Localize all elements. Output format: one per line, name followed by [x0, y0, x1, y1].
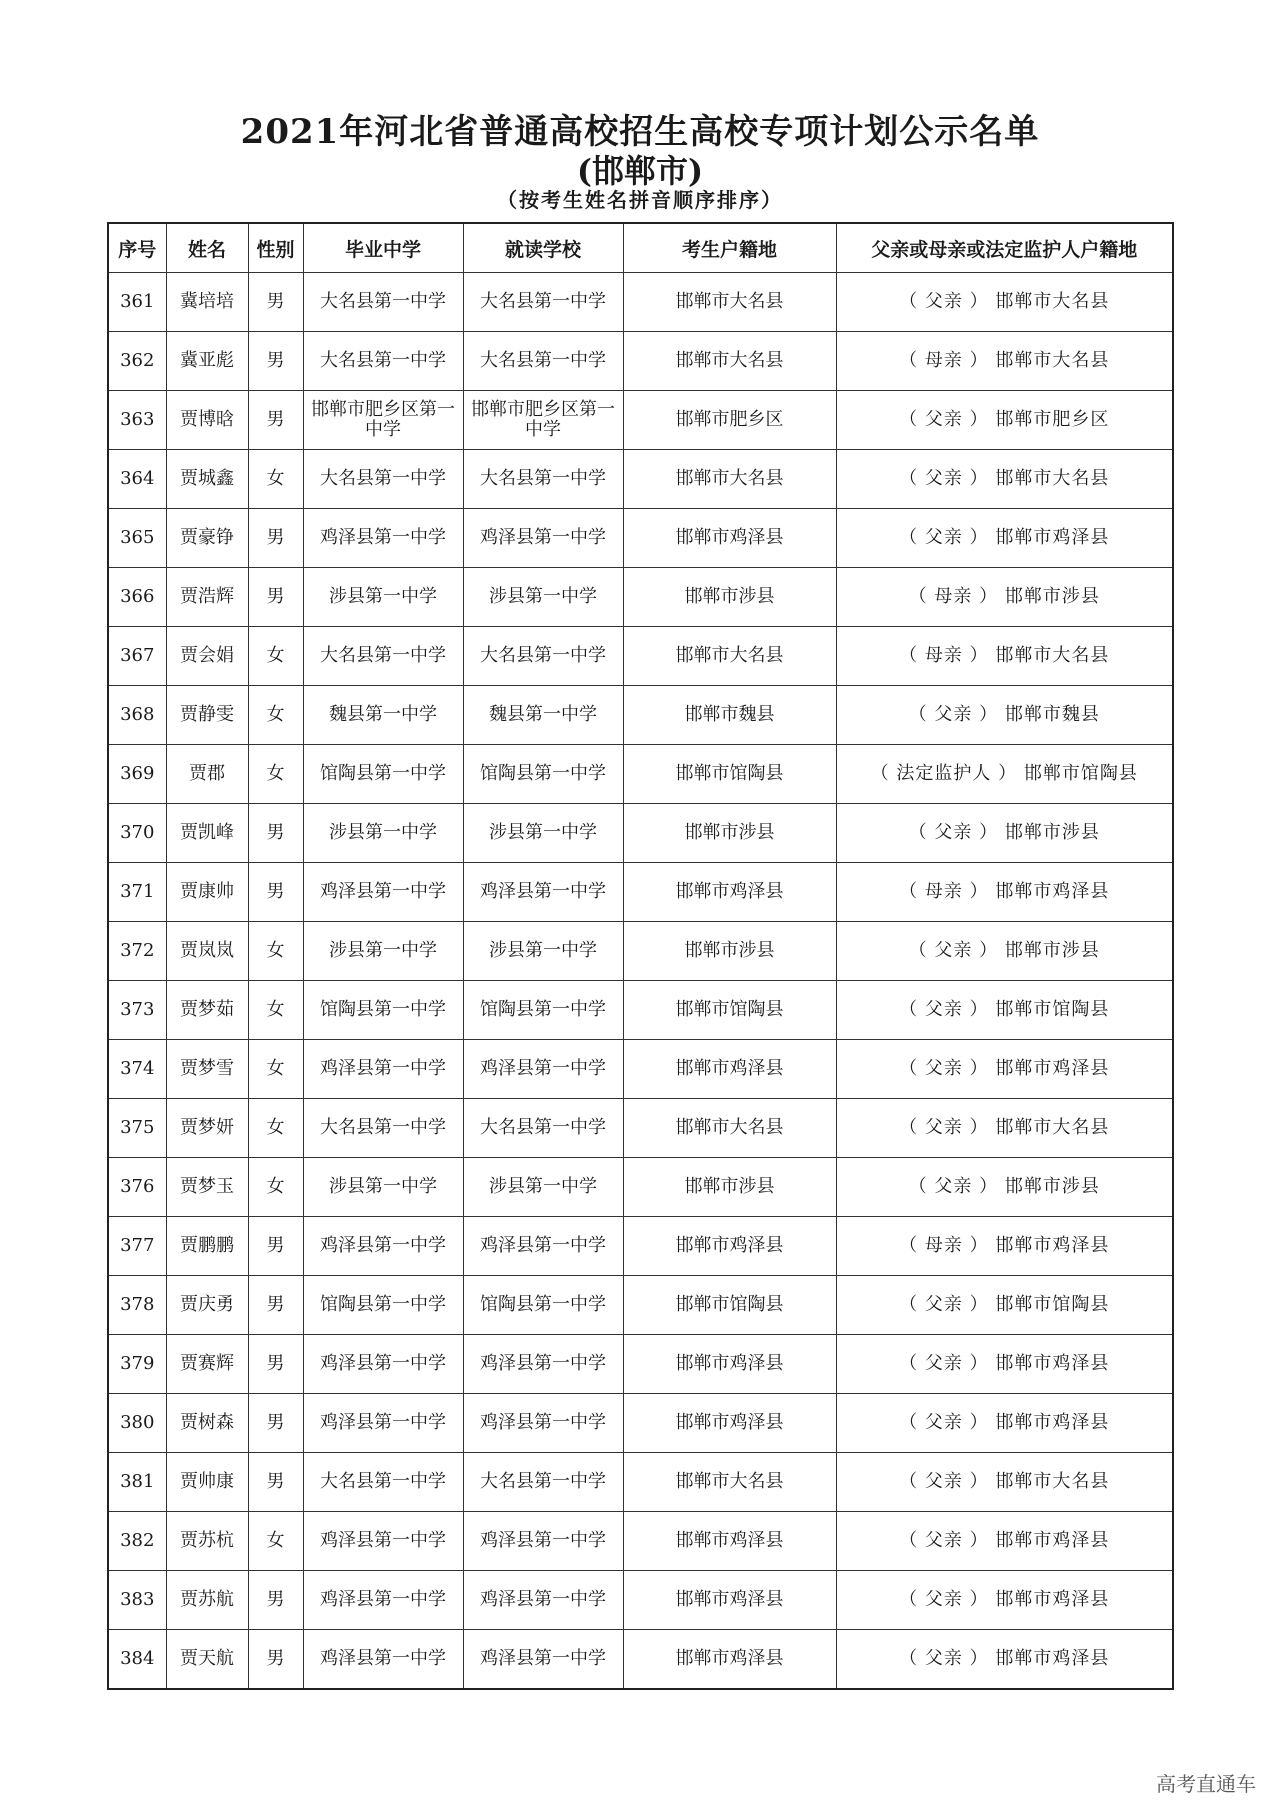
cell-gender: 女 — [248, 981, 303, 1040]
cell-index: 368 — [108, 686, 166, 745]
cell-name: 贾城鑫 — [166, 450, 248, 509]
document-subtitle: (邯郸市) — [576, 152, 704, 190]
table-row — [108, 1630, 1173, 1690]
cell-name: 贾博晗 — [166, 391, 248, 450]
cell-current-school: 大名县第一中学 — [463, 273, 623, 332]
table-row — [108, 568, 1173, 627]
cell-current-school: 鸡泽县第一中学 — [463, 1512, 623, 1571]
cell-guardian-hukou: （ 法定监护人 ） 邯郸市馆陶县 — [836, 745, 1173, 804]
cell-index: 375 — [108, 1099, 166, 1158]
cell-name: 贾梦雪 — [166, 1040, 248, 1099]
cell-index: 367 — [108, 627, 166, 686]
cell-student-hukou: 邯郸市涉县 — [623, 568, 836, 627]
cell-student-hukou: 邯郸市大名县 — [623, 627, 836, 686]
table-row — [108, 627, 1173, 686]
cell-gender: 男 — [248, 391, 303, 450]
cell-current-school: 鸡泽县第一中学 — [463, 1630, 623, 1690]
table-row — [108, 1099, 1173, 1158]
cell-guardian-hukou: （ 父亲 ） 邯郸市鸡泽县 — [836, 1630, 1173, 1690]
cell-index: 366 — [108, 568, 166, 627]
table-row — [108, 273, 1173, 332]
cell-index: 363 — [108, 391, 166, 450]
cell-index: 374 — [108, 1040, 166, 1099]
cell-student-hukou: 邯郸市馆陶县 — [623, 1276, 836, 1335]
cell-name: 贾梦茹 — [166, 981, 248, 1040]
cell-current-school: 大名县第一中学 — [463, 1099, 623, 1158]
cell-index: 365 — [108, 509, 166, 568]
col-header-student-hukou: 考生户籍地 — [623, 223, 836, 273]
cell-index: 361 — [108, 273, 166, 332]
cell-gender: 女 — [248, 745, 303, 804]
cell-graduated-school: 邯郸市肥乡区第一中学 — [303, 391, 463, 450]
cell-student-hukou: 邯郸市鸡泽县 — [623, 863, 836, 922]
cell-graduated-school: 馆陶县第一中学 — [303, 745, 463, 804]
cell-student-hukou: 邯郸市肥乡区 — [623, 391, 836, 450]
cell-gender: 女 — [248, 1099, 303, 1158]
cell-graduated-school: 涉县第一中学 — [303, 568, 463, 627]
cell-current-school: 鸡泽县第一中学 — [463, 1217, 623, 1276]
table-row — [108, 1040, 1173, 1099]
cell-index: 372 — [108, 922, 166, 981]
cell-guardian-hukou: （ 父亲 ） 邯郸市魏县 — [836, 686, 1173, 745]
cell-gender: 男 — [248, 863, 303, 922]
col-header-graduated-school: 毕业中学 — [303, 223, 463, 273]
table-row — [108, 1512, 1173, 1571]
cell-guardian-hukou: （ 父亲 ） 邯郸市涉县 — [836, 804, 1173, 863]
cell-current-school: 鸡泽县第一中学 — [463, 1571, 623, 1630]
cell-graduated-school: 大名县第一中学 — [303, 1453, 463, 1512]
col-header-gender: 性别 — [248, 223, 303, 273]
table-row — [108, 1335, 1173, 1394]
cell-gender: 男 — [248, 804, 303, 863]
table-row — [108, 1158, 1173, 1217]
cell-student-hukou: 邯郸市涉县 — [623, 1158, 836, 1217]
cell-guardian-hukou: （ 父亲 ） 邯郸市涉县 — [836, 1158, 1173, 1217]
cell-guardian-hukou: （ 母亲 ） 邯郸市鸡泽县 — [836, 863, 1173, 922]
cell-index: 378 — [108, 1276, 166, 1335]
table-row — [108, 922, 1173, 981]
cell-current-school: 魏县第一中学 — [463, 686, 623, 745]
cell-name: 冀亚彪 — [166, 332, 248, 391]
cell-name: 贾赛辉 — [166, 1335, 248, 1394]
cell-student-hukou: 邯郸市鸡泽县 — [623, 509, 836, 568]
cell-graduated-school: 涉县第一中学 — [303, 804, 463, 863]
sort-note: （按考生姓名拼音顺序排序） — [497, 188, 783, 212]
cell-name: 冀培培 — [166, 273, 248, 332]
cell-student-hukou: 邯郸市鸡泽县 — [623, 1512, 836, 1571]
cell-student-hukou: 邯郸市馆陶县 — [623, 745, 836, 804]
cell-current-school: 涉县第一中学 — [463, 922, 623, 981]
cell-student-hukou: 邯郸市涉县 — [623, 922, 836, 981]
cell-index: 379 — [108, 1335, 166, 1394]
cell-gender: 男 — [248, 1630, 303, 1690]
cell-student-hukou: 邯郸市鸡泽县 — [623, 1571, 836, 1630]
cell-guardian-hukou: （ 母亲 ） 邯郸市涉县 — [836, 568, 1173, 627]
cell-graduated-school: 鸡泽县第一中学 — [303, 509, 463, 568]
cell-graduated-school: 鸡泽县第一中学 — [303, 1335, 463, 1394]
cell-gender: 男 — [248, 1571, 303, 1630]
cell-current-school: 馆陶县第一中学 — [463, 745, 623, 804]
cell-index: 370 — [108, 804, 166, 863]
cell-guardian-hukou: （ 父亲 ） 邯郸市鸡泽县 — [836, 1512, 1173, 1571]
cell-current-school: 涉县第一中学 — [463, 1158, 623, 1217]
table-row — [108, 863, 1173, 922]
document-title: 2021年河北省普通高校招生高校专项计划公示名单 — [240, 112, 1040, 152]
cell-current-school: 鸡泽县第一中学 — [463, 1040, 623, 1099]
table-row — [108, 686, 1173, 745]
cell-graduated-school: 鸡泽县第一中学 — [303, 1571, 463, 1630]
table-row — [108, 509, 1173, 568]
col-header-current-school: 就读学校 — [463, 223, 623, 273]
cell-guardian-hukou: （ 父亲 ） 邯郸市馆陶县 — [836, 981, 1173, 1040]
cell-name: 贾浩辉 — [166, 568, 248, 627]
cell-index: 369 — [108, 745, 166, 804]
cell-student-hukou: 邯郸市大名县 — [623, 1453, 836, 1512]
cell-name: 贾会娟 — [166, 627, 248, 686]
table-row — [108, 1571, 1173, 1630]
cell-student-hukou: 邯郸市馆陶县 — [623, 981, 836, 1040]
cell-gender: 男 — [248, 1394, 303, 1453]
cell-name: 贾帅康 — [166, 1453, 248, 1512]
cell-graduated-school: 大名县第一中学 — [303, 1099, 463, 1158]
cell-name: 贾梦玉 — [166, 1158, 248, 1217]
cell-graduated-school: 馆陶县第一中学 — [303, 981, 463, 1040]
cell-graduated-school: 鸡泽县第一中学 — [303, 863, 463, 922]
cell-name: 贾静雯 — [166, 686, 248, 745]
cell-student-hukou: 邯郸市鸡泽县 — [623, 1394, 836, 1453]
cell-gender: 女 — [248, 922, 303, 981]
cell-gender: 男 — [248, 273, 303, 332]
cell-index: 383 — [108, 1571, 166, 1630]
cell-graduated-school: 大名县第一中学 — [303, 273, 463, 332]
cell-guardian-hukou: （ 父亲 ） 邯郸市鸡泽县 — [836, 1335, 1173, 1394]
cell-graduated-school: 鸡泽县第一中学 — [303, 1512, 463, 1571]
cell-index: 382 — [108, 1512, 166, 1571]
cell-student-hukou: 邯郸市大名县 — [623, 450, 836, 509]
cell-gender: 女 — [248, 1158, 303, 1217]
col-header-name: 姓名 — [166, 223, 248, 273]
cell-graduated-school: 鸡泽县第一中学 — [303, 1394, 463, 1453]
cell-gender: 女 — [248, 1040, 303, 1099]
table-row — [108, 332, 1173, 391]
cell-graduated-school: 大名县第一中学 — [303, 450, 463, 509]
cell-name: 贾凯峰 — [166, 804, 248, 863]
cell-gender: 女 — [248, 450, 303, 509]
cell-gender: 女 — [248, 627, 303, 686]
cell-current-school: 鸡泽县第一中学 — [463, 1335, 623, 1394]
cell-student-hukou: 邯郸市鸡泽县 — [623, 1217, 836, 1276]
cell-graduated-school: 涉县第一中学 — [303, 1158, 463, 1217]
cell-name: 贾康帅 — [166, 863, 248, 922]
cell-name: 贾豪铮 — [166, 509, 248, 568]
cell-index: 377 — [108, 1217, 166, 1276]
cell-guardian-hukou: （ 父亲 ） 邯郸市鸡泽县 — [836, 1394, 1173, 1453]
cell-current-school: 鸡泽县第一中学 — [463, 863, 623, 922]
cell-guardian-hukou: （ 父亲 ） 邯郸市大名县 — [836, 1453, 1173, 1512]
table-row — [108, 745, 1173, 804]
col-header-guardian-hukou: 父亲或母亲或法定监护人户籍地 — [836, 223, 1173, 273]
cell-current-school: 鸡泽县第一中学 — [463, 509, 623, 568]
cell-student-hukou: 邯郸市大名县 — [623, 332, 836, 391]
table-row — [108, 1217, 1173, 1276]
cell-index: 373 — [108, 981, 166, 1040]
cell-guardian-hukou: （ 母亲 ） 邯郸市大名县 — [836, 627, 1173, 686]
watermark: 高考直通车 — [1156, 1772, 1256, 1796]
table-row — [108, 804, 1173, 863]
cell-current-school: 大名县第一中学 — [463, 1453, 623, 1512]
cell-guardian-hukou: （ 父亲 ） 邯郸市鸡泽县 — [836, 509, 1173, 568]
table-row — [108, 391, 1173, 450]
cell-student-hukou: 邯郸市鸡泽县 — [623, 1630, 836, 1690]
table-row — [108, 450, 1173, 509]
roster-body — [108, 273, 1173, 1690]
cell-guardian-hukou: （ 父亲 ） 邯郸市大名县 — [836, 450, 1173, 509]
cell-index: 381 — [108, 1453, 166, 1512]
cell-graduated-school: 涉县第一中学 — [303, 922, 463, 981]
cell-index: 364 — [108, 450, 166, 509]
cell-student-hukou: 邯郸市大名县 — [623, 1099, 836, 1158]
cell-graduated-school: 鸡泽县第一中学 — [303, 1040, 463, 1099]
cell-index: 371 — [108, 863, 166, 922]
cell-current-school: 涉县第一中学 — [463, 568, 623, 627]
cell-current-school: 馆陶县第一中学 — [463, 1276, 623, 1335]
roster-table — [107, 222, 1174, 1690]
cell-student-hukou: 邯郸市涉县 — [623, 804, 836, 863]
cell-guardian-hukou: （ 父亲 ） 邯郸市涉县 — [836, 922, 1173, 981]
cell-gender: 男 — [248, 1217, 303, 1276]
cell-student-hukou: 邯郸市鸡泽县 — [623, 1335, 836, 1394]
cell-current-school: 邯郸市肥乡区第一中学 — [463, 391, 623, 450]
header-row — [108, 223, 1173, 273]
cell-index: 384 — [108, 1630, 166, 1690]
cell-guardian-hukou: （ 父亲 ） 邯郸市大名县 — [836, 273, 1173, 332]
cell-name: 贾庆勇 — [166, 1276, 248, 1335]
cell-name: 贾天航 — [166, 1630, 248, 1690]
table-row — [108, 1453, 1173, 1512]
cell-gender: 女 — [248, 686, 303, 745]
cell-guardian-hukou: （ 母亲 ） 邯郸市大名县 — [836, 332, 1173, 391]
cell-gender: 男 — [248, 1453, 303, 1512]
cell-guardian-hukou: （ 父亲 ） 邯郸市肥乡区 — [836, 391, 1173, 450]
cell-name: 贾苏航 — [166, 1571, 248, 1630]
cell-gender: 男 — [248, 1335, 303, 1394]
cell-guardian-hukou: （ 父亲 ） 邯郸市鸡泽县 — [836, 1040, 1173, 1099]
cell-current-school: 馆陶县第一中学 — [463, 981, 623, 1040]
cell-gender: 男 — [248, 509, 303, 568]
cell-name: 贾梦妍 — [166, 1099, 248, 1158]
cell-index: 362 — [108, 332, 166, 391]
cell-name: 贾郡 — [166, 745, 248, 804]
cell-graduated-school: 大名县第一中学 — [303, 332, 463, 391]
cell-guardian-hukou: （ 父亲 ） 邯郸市大名县 — [836, 1099, 1173, 1158]
cell-guardian-hukou: （ 父亲 ） 邯郸市鸡泽县 — [836, 1571, 1173, 1630]
cell-graduated-school: 鸡泽县第一中学 — [303, 1217, 463, 1276]
cell-graduated-school: 魏县第一中学 — [303, 686, 463, 745]
cell-student-hukou: 邯郸市魏县 — [623, 686, 836, 745]
cell-guardian-hukou: （ 父亲 ） 邯郸市馆陶县 — [836, 1276, 1173, 1335]
cell-name: 贾鹏鹏 — [166, 1217, 248, 1276]
cell-graduated-school: 大名县第一中学 — [303, 627, 463, 686]
cell-student-hukou: 邯郸市大名县 — [623, 273, 836, 332]
table-row — [108, 1276, 1173, 1335]
cell-current-school: 涉县第一中学 — [463, 804, 623, 863]
cell-current-school: 大名县第一中学 — [463, 450, 623, 509]
cell-graduated-school: 馆陶县第一中学 — [303, 1276, 463, 1335]
cell-graduated-school: 鸡泽县第一中学 — [303, 1630, 463, 1690]
cell-gender: 男 — [248, 568, 303, 627]
cell-current-school: 大名县第一中学 — [463, 332, 623, 391]
cell-current-school: 鸡泽县第一中学 — [463, 1394, 623, 1453]
cell-student-hukou: 邯郸市鸡泽县 — [623, 1040, 836, 1099]
table-row — [108, 981, 1173, 1040]
cell-gender: 男 — [248, 332, 303, 391]
cell-name: 贾苏杭 — [166, 1512, 248, 1571]
cell-name: 贾树森 — [166, 1394, 248, 1453]
cell-index: 380 — [108, 1394, 166, 1453]
cell-guardian-hukou: （ 母亲 ） 邯郸市鸡泽县 — [836, 1217, 1173, 1276]
cell-current-school: 大名县第一中学 — [463, 627, 623, 686]
cell-gender: 女 — [248, 1512, 303, 1571]
cell-name: 贾岚岚 — [166, 922, 248, 981]
cell-gender: 男 — [248, 1276, 303, 1335]
cell-index: 376 — [108, 1158, 166, 1217]
col-header-index: 序号 — [108, 223, 166, 273]
table-row — [108, 1394, 1173, 1453]
